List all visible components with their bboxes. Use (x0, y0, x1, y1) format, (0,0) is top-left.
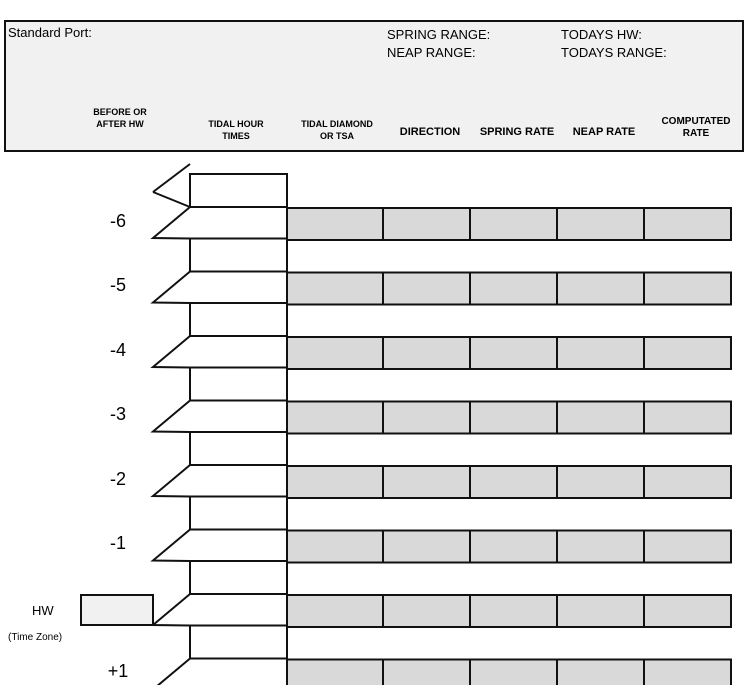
hour-bracket (153, 659, 190, 685)
rate-cell[interactable] (287, 208, 383, 240)
rate-cell[interactable] (383, 531, 470, 563)
hour-bracket-top (153, 192, 190, 207)
rate-cell[interactable] (287, 337, 383, 369)
rate-cell[interactable] (557, 402, 644, 434)
tidal-hour-time-box[interactable] (190, 497, 287, 530)
rate-cell[interactable] (557, 531, 644, 563)
hour-label: -1 (109, 533, 126, 553)
rate-cell[interactable] (557, 337, 644, 369)
col-tidal-hour-line2: TIMES (222, 131, 250, 141)
col-neap-rate: NEAP RATE (572, 126, 636, 138)
rate-cell[interactable] (644, 337, 731, 369)
hour-label: -2 (109, 469, 126, 489)
tidal-hour-time-box[interactable] (190, 303, 287, 336)
rate-cell[interactable] (287, 466, 383, 498)
hour-label: +1 (107, 661, 129, 681)
todays-range-label: TODAYS RANGE: (561, 45, 667, 60)
rate-cell[interactable] (287, 273, 383, 305)
rate-cell[interactable] (287, 531, 383, 563)
rate-cell[interactable] (383, 595, 470, 627)
hour-bracket (153, 594, 190, 626)
rate-cell[interactable] (557, 595, 644, 627)
rate-cell[interactable] (470, 660, 557, 685)
hour-label: -5 (109, 275, 126, 295)
spring-range-label: SPRING RANGE: (387, 27, 491, 42)
rate-cell[interactable] (470, 402, 557, 434)
hour-bracket (153, 272, 190, 304)
rate-cell[interactable] (383, 660, 470, 685)
hour-bracket (153, 530, 190, 562)
rate-cell[interactable] (470, 273, 557, 305)
rate-cell[interactable] (557, 660, 644, 685)
standard-port-label: Standard Port: (8, 25, 92, 40)
rate-cell[interactable] (470, 337, 557, 369)
col-computed-line2: RATE (682, 128, 710, 139)
tidal-hour-time-box[interactable] (190, 432, 287, 465)
rate-cell[interactable] (557, 466, 644, 498)
col-computed-line1: COMPUTATED (661, 116, 731, 127)
rate-cell[interactable] (644, 660, 731, 685)
todays-hw-label: TODAYS HW: (561, 27, 642, 42)
hour-label: -4 (109, 340, 126, 360)
rate-cell[interactable] (383, 337, 470, 369)
rate-cell[interactable] (470, 208, 557, 240)
hour-bracket (153, 336, 190, 368)
rate-cell[interactable] (383, 402, 470, 434)
rate-cell[interactable] (470, 466, 557, 498)
rate-cell[interactable] (644, 595, 731, 627)
hour-bracket-top-edge (153, 164, 190, 192)
col-spring-rate: SPRING RATE (479, 126, 555, 138)
rate-cell[interactable] (644, 208, 731, 240)
col-before-after-line1: BEFORE OR (93, 107, 147, 117)
hw-label: HW (32, 603, 54, 618)
rate-cell[interactable] (644, 273, 731, 305)
hour-bracket (153, 401, 190, 433)
rate-cell[interactable] (557, 208, 644, 240)
tidal-hour-time-box[interactable] (190, 561, 287, 594)
rate-cell[interactable] (470, 595, 557, 627)
rate-cell[interactable] (287, 660, 383, 685)
tidal-hour-time-box[interactable] (190, 239, 287, 272)
rate-cell[interactable] (644, 402, 731, 434)
neap-range-label: NEAP RANGE: (387, 45, 476, 60)
hour-label: -3 (109, 404, 126, 424)
col-tidal-diamond-line2: OR TSA (319, 131, 354, 141)
tidal-hour-time-box[interactable] (190, 174, 287, 207)
hw-time-input[interactable] (80, 594, 154, 626)
hour-bracket (153, 207, 190, 239)
rate-cell[interactable] (383, 208, 470, 240)
col-before-after-line2: AFTER HW (96, 119, 144, 129)
rate-cell[interactable] (470, 531, 557, 563)
tidal-hour-time-box[interactable] (190, 626, 287, 659)
time-zone-label: (Time Zone) (8, 632, 63, 643)
col-direction: DIRECTION (399, 126, 461, 138)
hour-bracket (153, 465, 190, 497)
rate-cell[interactable] (644, 466, 731, 498)
rate-cell[interactable] (644, 531, 731, 563)
rate-cell[interactable] (383, 273, 470, 305)
rate-cell[interactable] (287, 595, 383, 627)
rate-cell[interactable] (557, 273, 644, 305)
col-tidal-hour-line1: TIDAL HOUR (208, 119, 264, 129)
col-tidal-diamond-line1: TIDAL DIAMOND (301, 119, 373, 129)
hour-label: -6 (109, 211, 126, 231)
rate-cell[interactable] (287, 402, 383, 434)
rate-cell[interactable] (383, 466, 470, 498)
tidal-hour-time-box[interactable] (190, 368, 287, 401)
